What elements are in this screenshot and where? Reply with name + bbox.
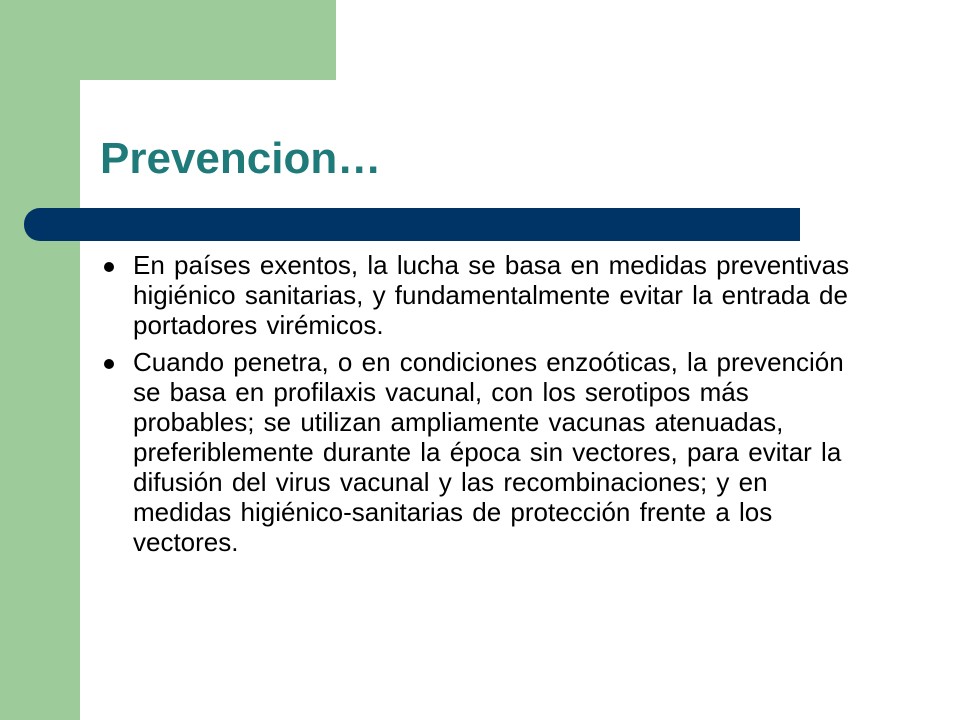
bullet-text: En países exentos, la lucha se basa en medidas preventivas higiénico sanitarias, y fundamentalmente evitar la entrada de portadores virémicos. bbox=[133, 250, 850, 340]
decorative-green-left-band bbox=[0, 0, 80, 720]
bullet-list bbox=[100, 250, 860, 564]
bullet-item bbox=[100, 250, 860, 340]
title-underline-bar bbox=[24, 208, 800, 241]
bullet-text: Cuando penetra, o en condiciones enzoóticas, la prevención se basa en profilaxis vacunal, con los serotipos más probables; se utilizan ampliamente vacunas atenuadas, preferiblemente durante la época sin vectores, para evitar la difusión del virus vacunal y las recombinaciones; y en medidas higiénico-sanitarias de protección frente a los vectores. bbox=[133, 347, 844, 557]
bullet-dot-icon bbox=[104, 359, 114, 369]
slide-title: Prevencion… bbox=[100, 134, 382, 183]
bullet-dot-icon bbox=[104, 262, 114, 272]
bullet-item bbox=[100, 347, 860, 557]
